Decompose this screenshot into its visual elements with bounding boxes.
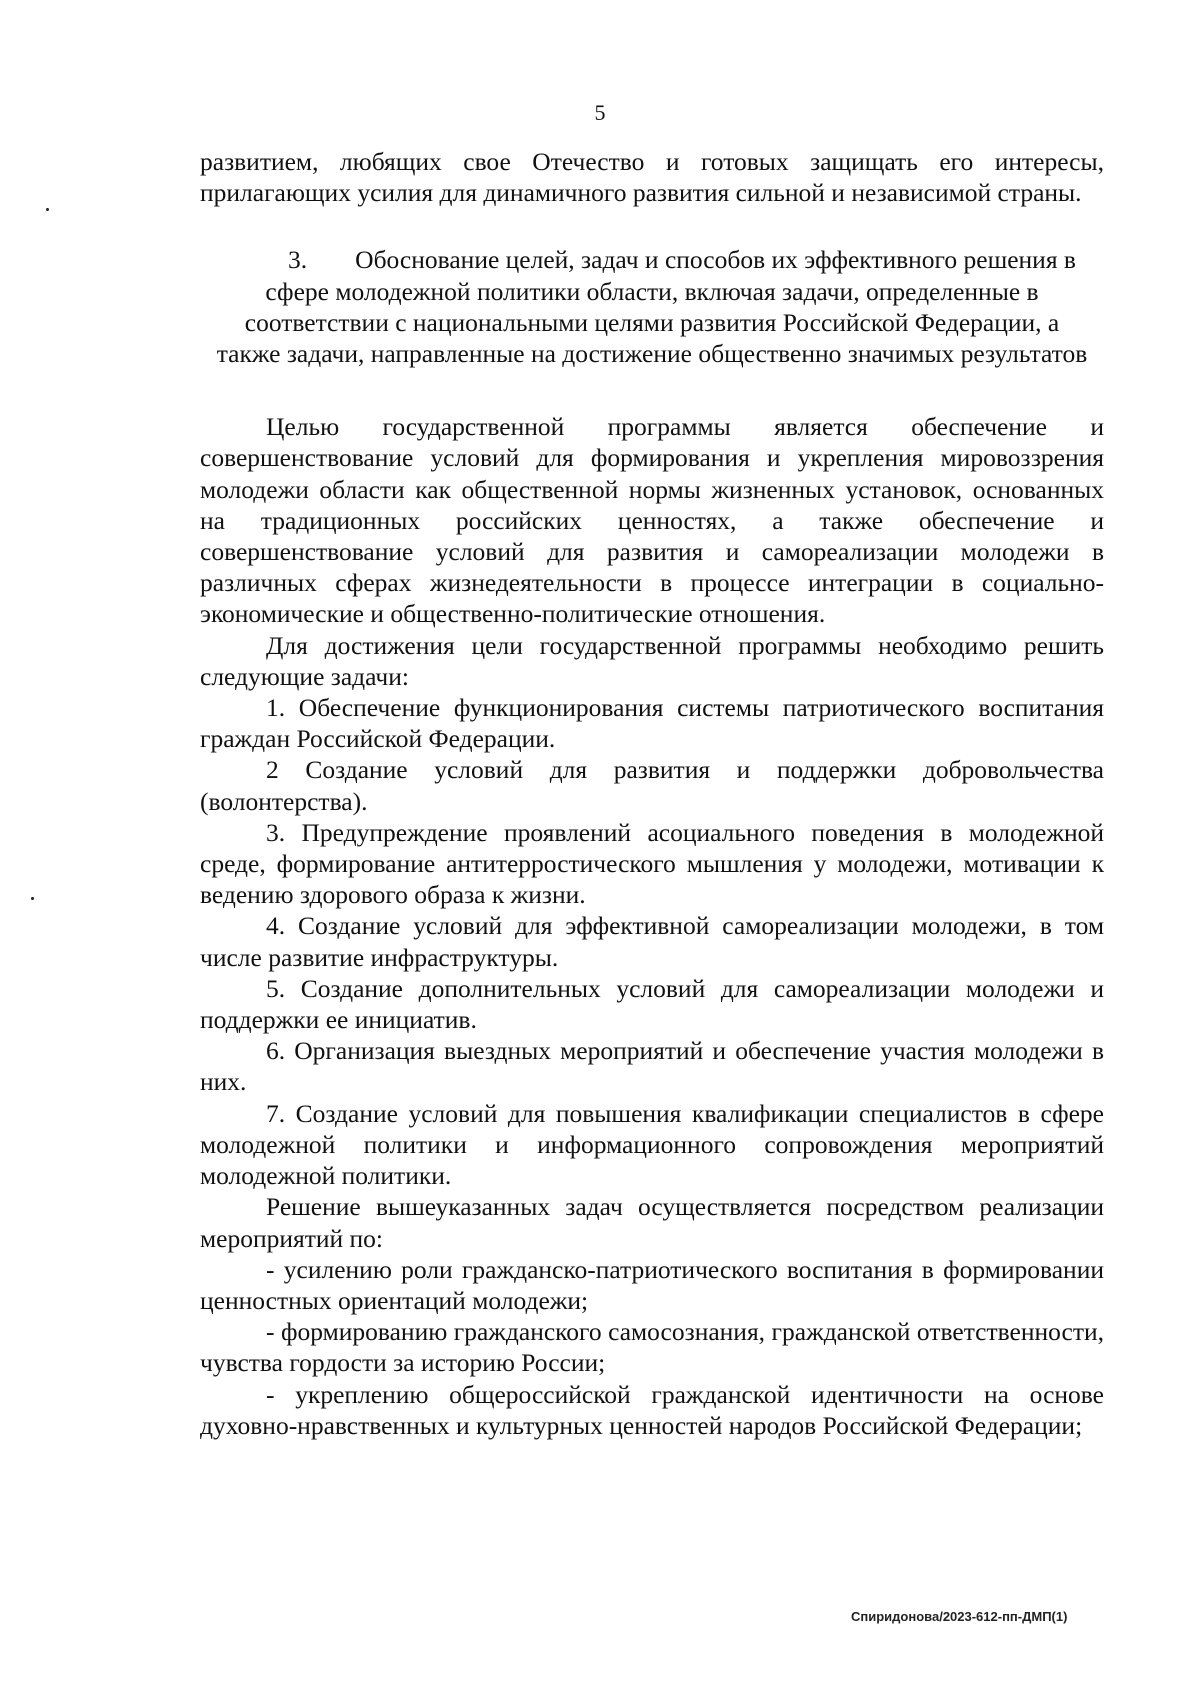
tasks-intro-paragraph: Для достижения цели государственной программы необходимо решить следующие задачи: xyxy=(200,630,1104,691)
task-item: 6. Организация выездных мероприятий и обеспечение участия молодежи в них. xyxy=(200,1036,1104,1097)
task-item: 3. Предупреждение проявлений асоциального поведения в молодежной среде, формирование антитерростического мышления у молодежи, мотивации к ведению здорового образа к жизни. xyxy=(200,817,1104,910)
scan-speck xyxy=(31,897,34,900)
goal-paragraph: Целью государственной программы является обеспечение и совершенствование условий для формирования и укрепления мировоззрения молодежи области как общественной нормы жизненных установок, основанных на традиционных российских ценностях, а также обеспечение и совершенствование условий для развития и самореализации молодежи в различных сферах жизнедеятельности в процессе интеграции в социально-экономические и общественно-политические отношения. xyxy=(200,412,1104,629)
intro-paragraph: развитием, любящих свое Отечество и готовых защищать его интересы, прилагающих усилия для динамичного развития сильной и независимой страны. xyxy=(200,147,1104,208)
scan-speck xyxy=(46,208,49,211)
measure-item: - усилению роли гражданско-патриотического воспитания в формировании ценностных ориентаций молодежи; xyxy=(200,1254,1104,1315)
task-item: 1. Обеспечение функционирования системы патриотического воспитания граждан Российской Федерации. xyxy=(200,693,1104,754)
page-number: 5 xyxy=(594,100,606,125)
section-title: Обоснование целей, задач и способов их эффективного решения в сфере молодежной политики области, включая задачи, определенные в соответствии с национальными целями развития Российской Федерации, а также задачи, направленные на достижение общественно значимых результатов xyxy=(216,245,1088,369)
measure-item: - формированию гражданского самосознания, гражданской ответственности, чувства гордости за историю России; xyxy=(200,1317,1104,1378)
measures-intro-paragraph: Решение вышеуказанных задач осуществляется посредством реализации мероприятий по: xyxy=(200,1192,1104,1253)
task-item: 5. Создание дополнительных условий для самореализации молодежи и поддержки ее инициатив. xyxy=(200,973,1104,1035)
section-number: 3. xyxy=(288,245,308,275)
document-footer-code: Спиридонова/2023-612-пп-ДМП(1) xyxy=(851,1609,1068,1624)
task-item: 2 Создание условий для развития и поддержки добровольчества (волонтерства). xyxy=(200,755,1104,816)
document-body xyxy=(200,146,1104,1441)
section-heading xyxy=(200,244,1104,369)
task-item: 4. Создание условий для эффективной самореализации молодежи, в том числе развитие инфраструктуры. xyxy=(200,911,1104,972)
task-item: 7. Создание условий для повышения квалификации специалистов в сфере молодежной политики и информационного сопровождения мероприятий молодежной политики. xyxy=(200,1098,1104,1191)
measure-item: - укреплению общероссийской гражданской идентичности на основе духовно-нравственных и культурных ценностей народов Российской Федерации; xyxy=(200,1379,1104,1440)
